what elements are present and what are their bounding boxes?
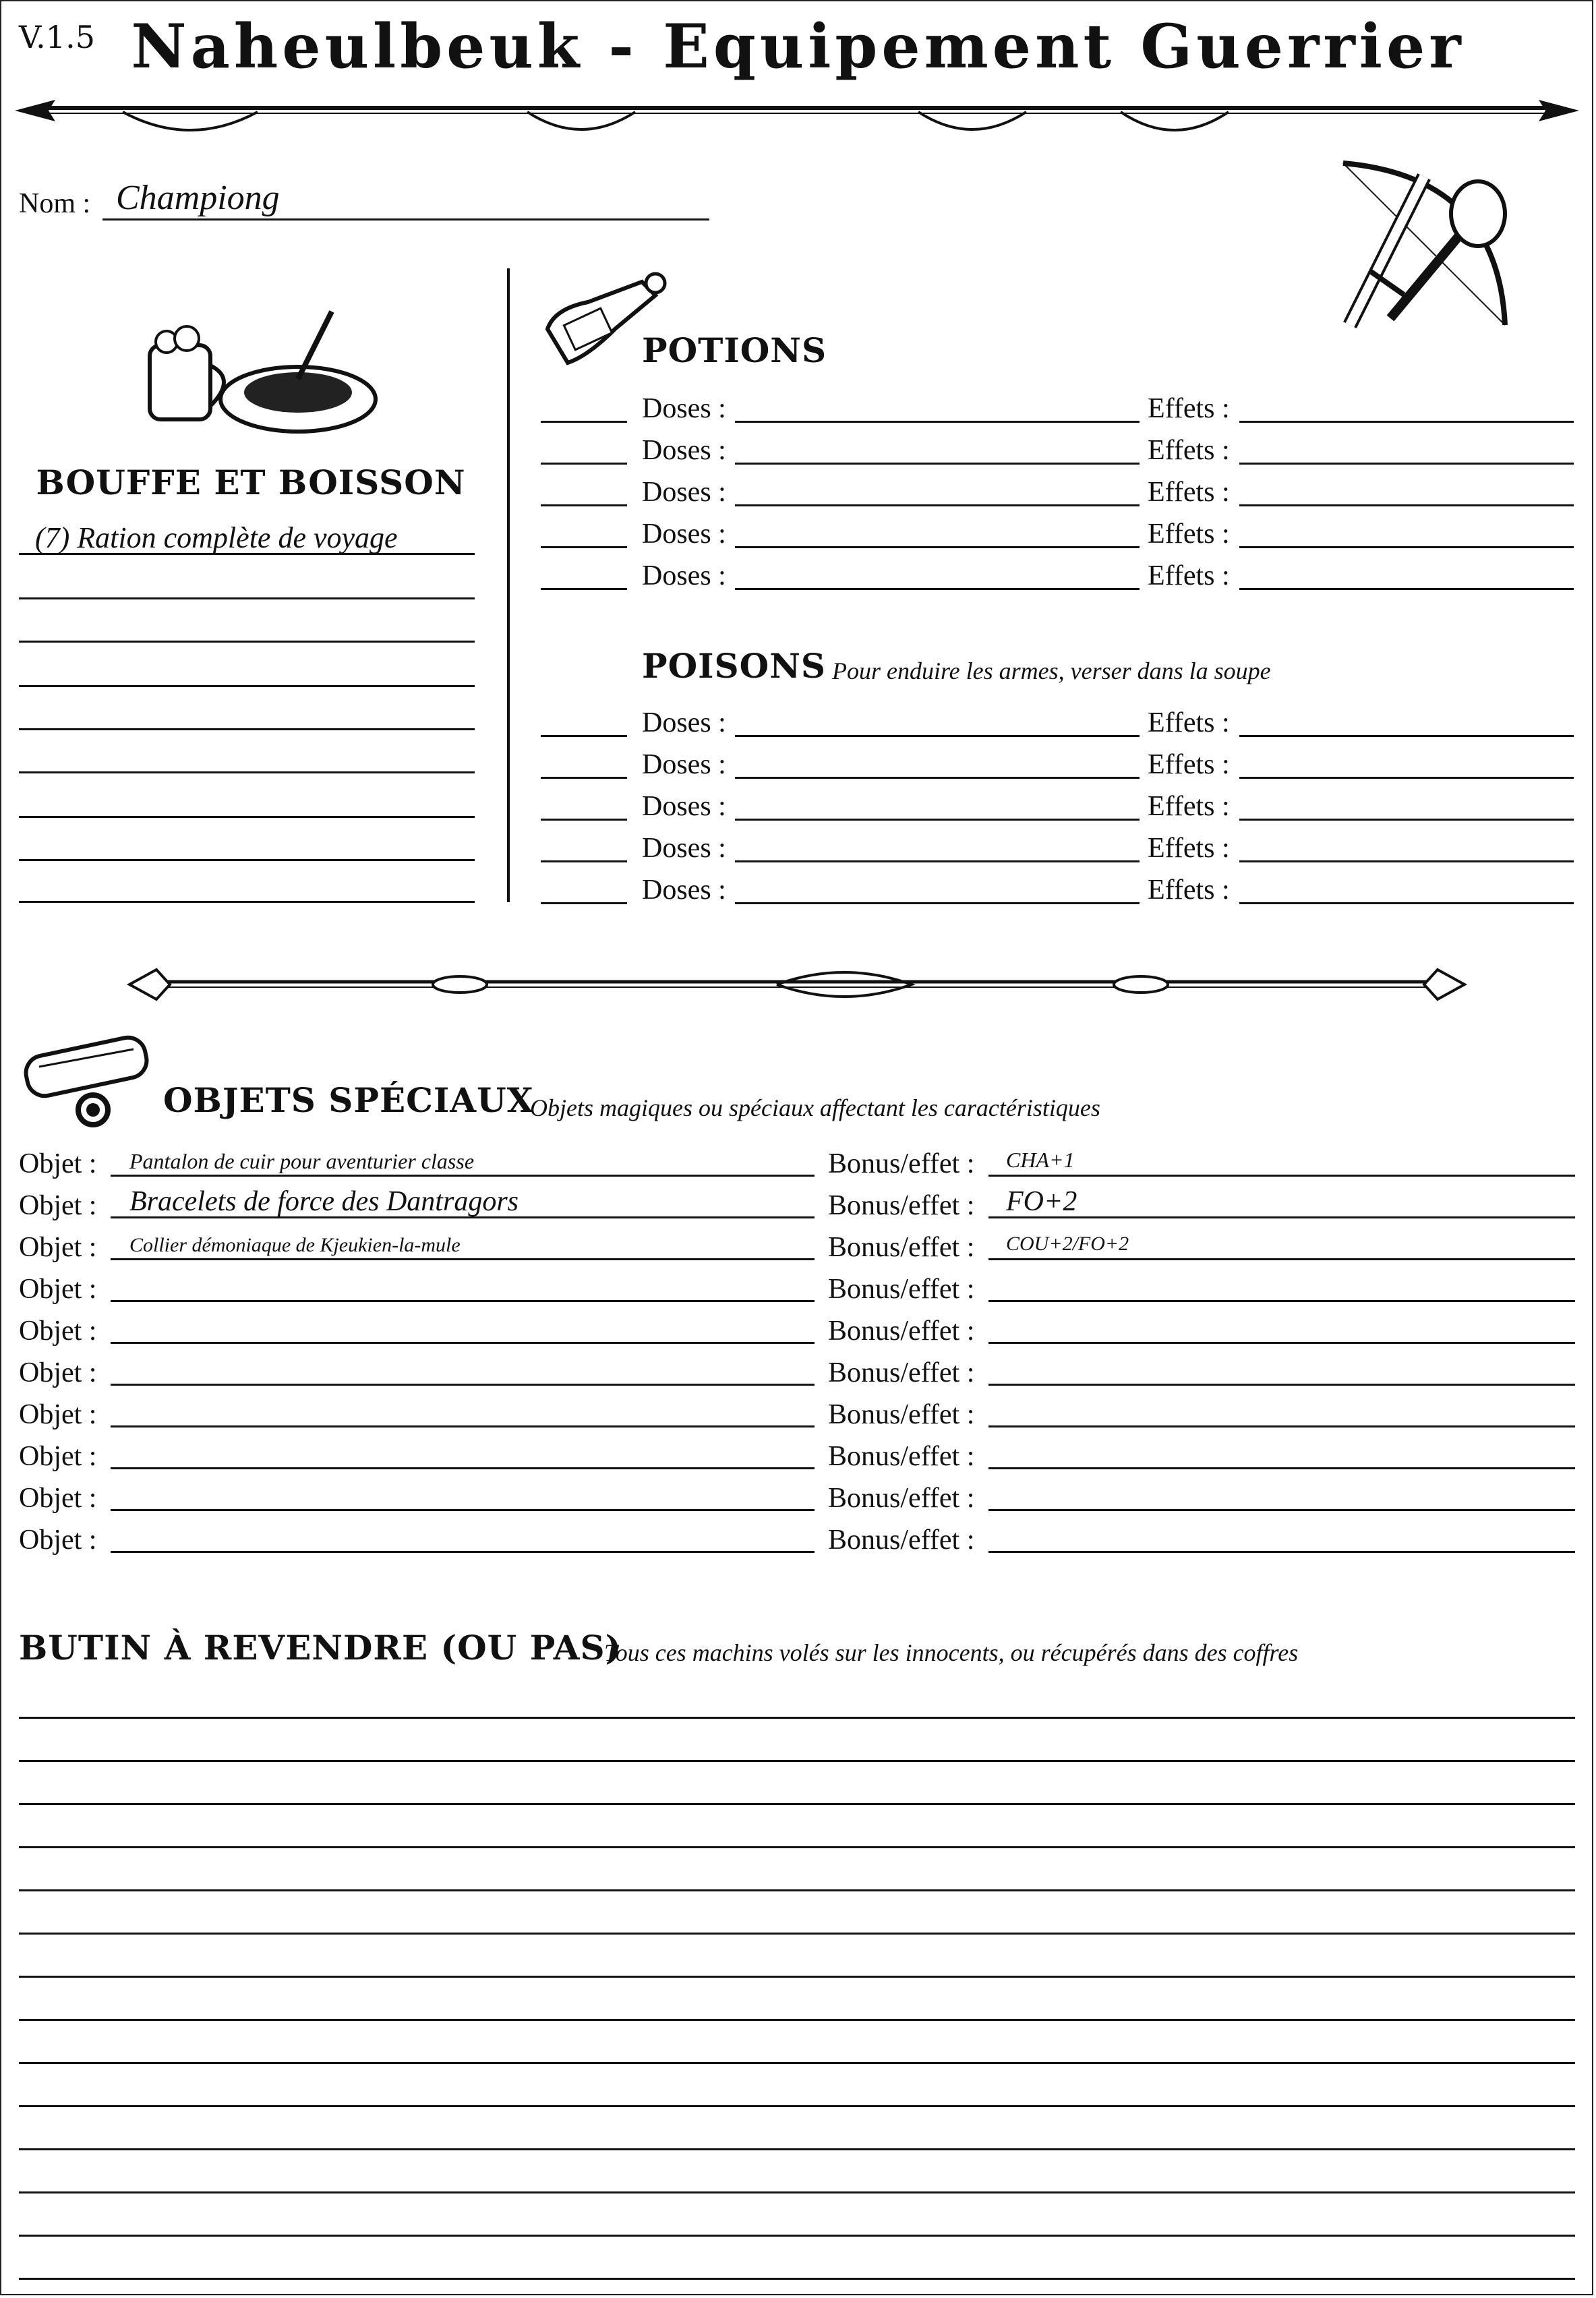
poison-doses-label: Doses : xyxy=(642,875,726,906)
loot-line[interactable] xyxy=(19,1717,1575,1719)
bonus-field[interactable] xyxy=(988,1258,1575,1260)
food-line[interactable] xyxy=(19,685,475,687)
bonus-field[interactable] xyxy=(988,1509,1575,1511)
bonus-field[interactable] xyxy=(988,1384,1575,1386)
name-label: Nom : xyxy=(19,188,91,219)
poison-effects-field[interactable] xyxy=(1239,819,1574,821)
crossed-weapons-icon xyxy=(1330,156,1532,338)
object-value[interactable]: Collier démoniaque de Kjeukien-la-mule xyxy=(129,1234,461,1256)
object-label: Objet : xyxy=(19,1190,97,1221)
poison-doses-field[interactable] xyxy=(735,735,1140,737)
loot-subtitle: Tous ces machins volés sur les innocents, ou récupérés dans des coffres xyxy=(604,1639,1299,1666)
object-field[interactable] xyxy=(111,1467,815,1469)
potion-effects-label: Effets : xyxy=(1148,560,1230,591)
poison-effects-label: Effets : xyxy=(1148,791,1230,822)
poison-effects-field[interactable] xyxy=(1239,777,1574,779)
object-field[interactable] xyxy=(111,1342,815,1344)
potion-doses-label: Doses : xyxy=(642,435,726,466)
object-field[interactable] xyxy=(111,1300,815,1302)
bonus-field[interactable] xyxy=(988,1425,1575,1427)
object-field[interactable] xyxy=(111,1551,815,1553)
poison-doses-label: Doses : xyxy=(642,833,726,864)
loot-line[interactable] xyxy=(19,2278,1575,2280)
potion-quantity-line[interactable] xyxy=(541,588,627,590)
food-line[interactable] xyxy=(19,771,475,773)
poison-doses-field[interactable] xyxy=(735,819,1140,821)
poison-quantity-line[interactable] xyxy=(541,777,627,779)
loot-line[interactable] xyxy=(19,2235,1575,2237)
loot-line[interactable] xyxy=(19,2191,1575,2193)
bonus-value[interactable]: COU+2/FO+2 xyxy=(1006,1233,1129,1255)
food-line[interactable] xyxy=(19,859,475,861)
poison-doses-field[interactable] xyxy=(735,860,1140,862)
name-value[interactable]: Championg xyxy=(116,179,280,217)
loot-line[interactable] xyxy=(19,1803,1575,1805)
bonus-field[interactable] xyxy=(988,1300,1575,1302)
loot-line[interactable] xyxy=(19,1889,1575,1891)
object-label: Objet : xyxy=(19,1148,97,1179)
potions-heading: POTIONS xyxy=(642,330,827,370)
potion-effects-label: Effets : xyxy=(1148,477,1230,508)
object-field[interactable] xyxy=(111,1509,815,1511)
potion-effects-field[interactable] xyxy=(1239,546,1574,548)
name-underline xyxy=(102,218,709,220)
potion-doses-field[interactable] xyxy=(735,588,1140,590)
loot-heading: BUTIN À REVENDRE (OU PAS) xyxy=(19,1628,622,1668)
potion-effects-field[interactable] xyxy=(1239,504,1574,506)
object-field[interactable] xyxy=(111,1384,815,1386)
poisons-heading: POISONS xyxy=(642,646,827,686)
bonus-label: Bonus/effet : xyxy=(828,1399,975,1430)
poison-effects-field[interactable] xyxy=(1239,735,1574,737)
poisons-subtitle: Pour enduire les armes, verser dans la soupe xyxy=(832,657,1271,684)
loot-line[interactable] xyxy=(19,1976,1575,1978)
poison-doses-label: Doses : xyxy=(642,791,726,822)
staff-divider-icon xyxy=(129,960,1465,1007)
poison-quantity-line[interactable] xyxy=(541,819,627,821)
bonus-field[interactable] xyxy=(988,1216,1575,1218)
object-value[interactable]: Pantalon de cuir pour aventurier classe xyxy=(129,1149,475,1173)
potion-doses-label: Doses : xyxy=(642,519,726,550)
version-label: V.1.5 xyxy=(19,19,95,55)
column-divider xyxy=(507,268,510,902)
poison-effects-label: Effets : xyxy=(1148,875,1230,906)
poison-effects-label: Effets : xyxy=(1148,749,1230,780)
object-field[interactable] xyxy=(111,1258,815,1260)
poison-doses-label: Doses : xyxy=(642,707,726,738)
bonus-field[interactable] xyxy=(988,1175,1575,1177)
object-value[interactable]: Bracelets de force des Dantragors xyxy=(129,1186,519,1217)
object-field[interactable] xyxy=(111,1216,815,1218)
potion-effects-label: Effets : xyxy=(1148,393,1230,424)
bonus-label: Bonus/effet : xyxy=(828,1525,975,1556)
potion-doses-label: Doses : xyxy=(642,560,726,591)
potion-doses-label: Doses : xyxy=(642,393,726,424)
bonus-label: Bonus/effet : xyxy=(828,1190,975,1221)
potion-effects-field[interactable] xyxy=(1239,588,1574,590)
object-label: Objet : xyxy=(19,1357,97,1388)
page-title: Naheulbeuk - Equipement Guerrier xyxy=(131,11,1465,82)
poison-quantity-line[interactable] xyxy=(541,902,627,904)
poison-effects-label: Effets : xyxy=(1148,833,1230,864)
potion-doses-field[interactable] xyxy=(735,421,1140,423)
potion-doses-label: Doses : xyxy=(642,477,726,508)
potion-effects-label: Effets : xyxy=(1148,519,1230,550)
poison-effects-label: Effets : xyxy=(1148,707,1230,738)
object-label: Objet : xyxy=(19,1274,97,1305)
poison-effects-field[interactable] xyxy=(1239,902,1574,904)
bonus-value[interactable]: CHA+1 xyxy=(1006,1148,1075,1172)
potion-effects-field[interactable] xyxy=(1239,421,1574,423)
food-line[interactable] xyxy=(19,597,475,599)
food-line[interactable] xyxy=(19,816,475,818)
poison-quantity-line[interactable] xyxy=(541,735,627,737)
food-line[interactable] xyxy=(19,901,475,903)
loot-line[interactable] xyxy=(19,1846,1575,1848)
potion-effects-field[interactable] xyxy=(1239,463,1574,465)
potion-doses-field[interactable] xyxy=(735,546,1140,548)
food-line[interactable] xyxy=(19,728,475,730)
poison-doses-field[interactable] xyxy=(735,777,1140,779)
bonus-label: Bonus/effet : xyxy=(828,1274,975,1305)
poison-doses-label: Doses : xyxy=(642,749,726,780)
bonus-label: Bonus/effet : xyxy=(828,1357,975,1388)
poison-doses-field[interactable] xyxy=(735,902,1140,904)
bonus-field[interactable] xyxy=(988,1467,1575,1469)
scroll-and-ring-icon xyxy=(19,1026,154,1134)
loot-line[interactable] xyxy=(19,2062,1575,2064)
food-entry-1[interactable]: (7) Ration complète de voyage xyxy=(35,521,398,554)
food-line xyxy=(19,553,475,555)
bonus-label: Bonus/effet : xyxy=(828,1148,975,1179)
object-label: Objet : xyxy=(19,1525,97,1556)
potion-quantity-line[interactable] xyxy=(541,504,627,506)
bonus-label: Bonus/effet : xyxy=(828,1441,975,1472)
object-label: Objet : xyxy=(19,1316,97,1347)
special-items-heading: OBJETS SPÉCIAUX xyxy=(163,1080,534,1120)
potion-quantity-line[interactable] xyxy=(541,421,627,423)
bonus-field[interactable] xyxy=(988,1342,1575,1344)
food-heading: BOUFFE ET BOISSON xyxy=(36,463,466,502)
food-and-drink-icon xyxy=(136,305,379,440)
poison-quantity-line[interactable] xyxy=(541,860,627,862)
loot-line[interactable] xyxy=(19,1760,1575,1762)
object-label: Objet : xyxy=(19,1232,97,1263)
loot-line[interactable] xyxy=(19,2105,1575,2107)
potion-effects-label: Effets : xyxy=(1148,435,1230,466)
special-items-subtitle: Objets magiques ou spéciaux affectant les caractéristiques xyxy=(530,1094,1100,1121)
bonus-value[interactable]: FO+2 xyxy=(1006,1186,1077,1217)
potion-quantity-line[interactable] xyxy=(541,546,627,548)
object-label: Objet : xyxy=(19,1399,97,1430)
loot-line[interactable] xyxy=(19,2019,1575,2021)
bonus-label: Bonus/effet : xyxy=(828,1316,975,1347)
object-field[interactable] xyxy=(111,1425,815,1427)
bonus-label: Bonus/effet : xyxy=(828,1483,975,1514)
object-field[interactable] xyxy=(111,1175,815,1177)
spear-divider-icon xyxy=(15,88,1579,142)
potion-quantity-line[interactable] xyxy=(541,463,627,465)
loot-line[interactable] xyxy=(19,1933,1575,1935)
food-line[interactable] xyxy=(19,641,475,643)
loot-line[interactable] xyxy=(19,2148,1575,2150)
potion-doses-field[interactable] xyxy=(735,463,1140,465)
object-label: Objet : xyxy=(19,1483,97,1514)
poison-effects-field[interactable] xyxy=(1239,860,1574,862)
bonus-field[interactable] xyxy=(988,1551,1575,1553)
potion-doses-field[interactable] xyxy=(735,504,1140,506)
object-label: Objet : xyxy=(19,1441,97,1472)
bonus-label: Bonus/effet : xyxy=(828,1232,975,1263)
